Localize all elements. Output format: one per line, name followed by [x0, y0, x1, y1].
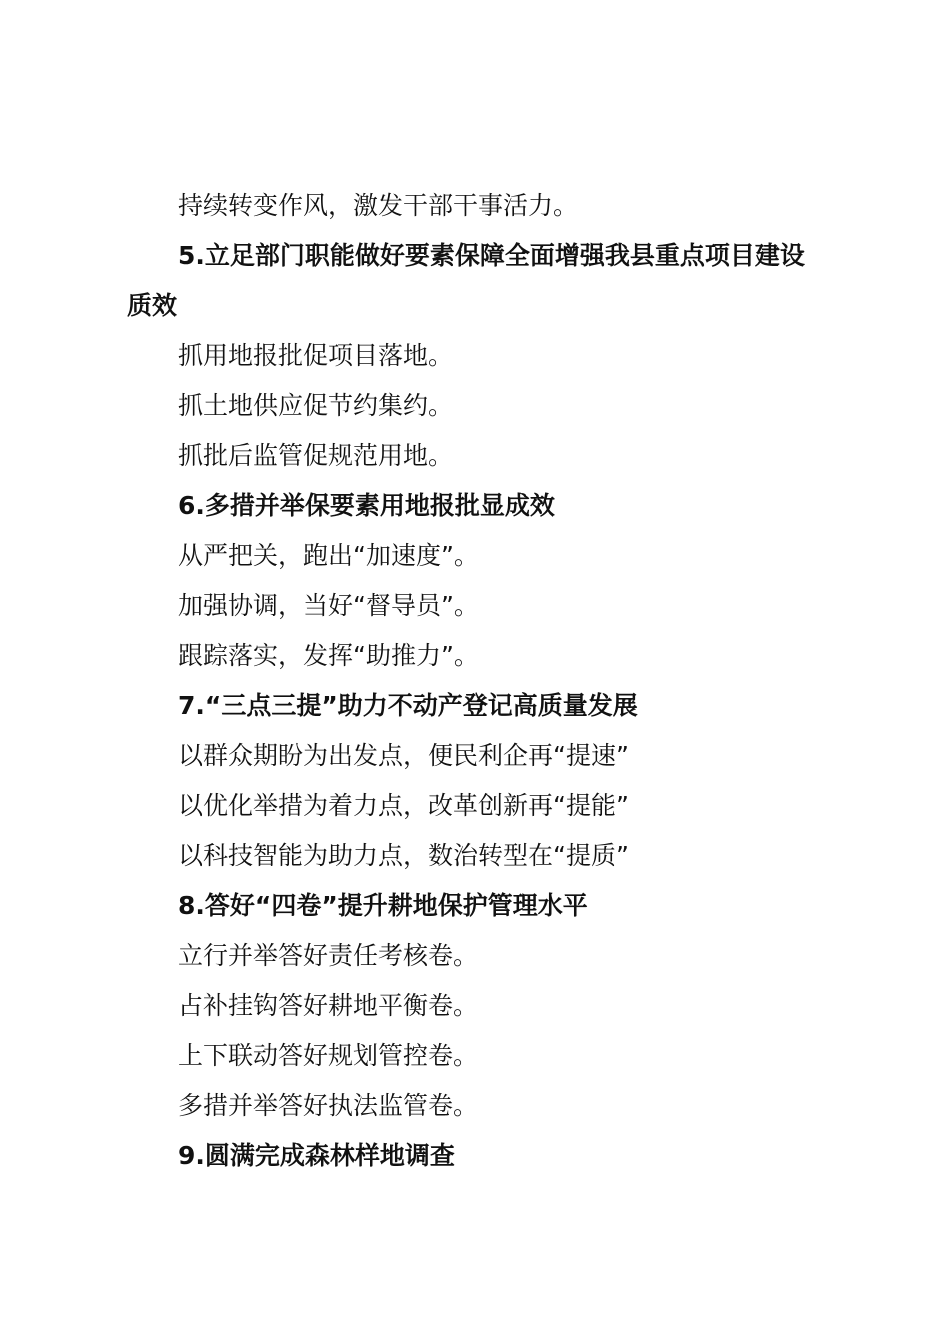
paragraph-line: 抓土地供应促节约集约。 — [178, 391, 454, 420]
section-heading-6: 6.多措并举保要素用地报批显成效 — [178, 491, 555, 520]
section-heading-8: 8.答好“四卷”提升耕地保护管理水平 — [178, 891, 588, 920]
section-heading-7: 7.“三点三提”助力不动产登记高质量发展 — [178, 691, 638, 720]
paragraph-line: 跟踪落实，发挥“助推力”。 — [178, 641, 479, 670]
paragraph-line: 抓批后监管促规范用地。 — [178, 441, 454, 470]
paragraph-line: 以科技智能为助力点，数治转型在“提质” — [178, 841, 629, 870]
paragraph-line: 以优化举措为着力点，改革创新再“提能” — [178, 791, 629, 820]
paragraph-line: 以群众期盼为出发点，便民利企再“提速” — [178, 741, 629, 770]
paragraph-line: 抓用地报批促项目落地。 — [178, 341, 454, 370]
paragraph-line: 上下联动答好规划管控卷。 — [178, 1041, 479, 1070]
section-heading-5: 5.立足部门职能做好要素保障全面增强我县重点项目建设 — [178, 241, 805, 270]
paragraph-line: 占补挂钩答好耕地平衡卷。 — [178, 991, 479, 1020]
paragraph-line: 多措并举答好执法监管卷。 — [178, 1091, 479, 1120]
document-body — [127, 181, 833, 1181]
paragraph-line: 立行并举答好责任考核卷。 — [178, 941, 479, 970]
section-heading-5-continued: 质效 — [127, 291, 178, 320]
paragraph-line: 持续转变作风，激发干部干事活力。 — [178, 191, 579, 220]
paragraph-line: 从严把关，跑出“加速度”。 — [178, 541, 479, 570]
paragraph-line: 加强协调，当好“督导员”。 — [178, 591, 479, 620]
section-heading-9: 9.圆满完成森林样地调查 — [178, 1141, 455, 1170]
